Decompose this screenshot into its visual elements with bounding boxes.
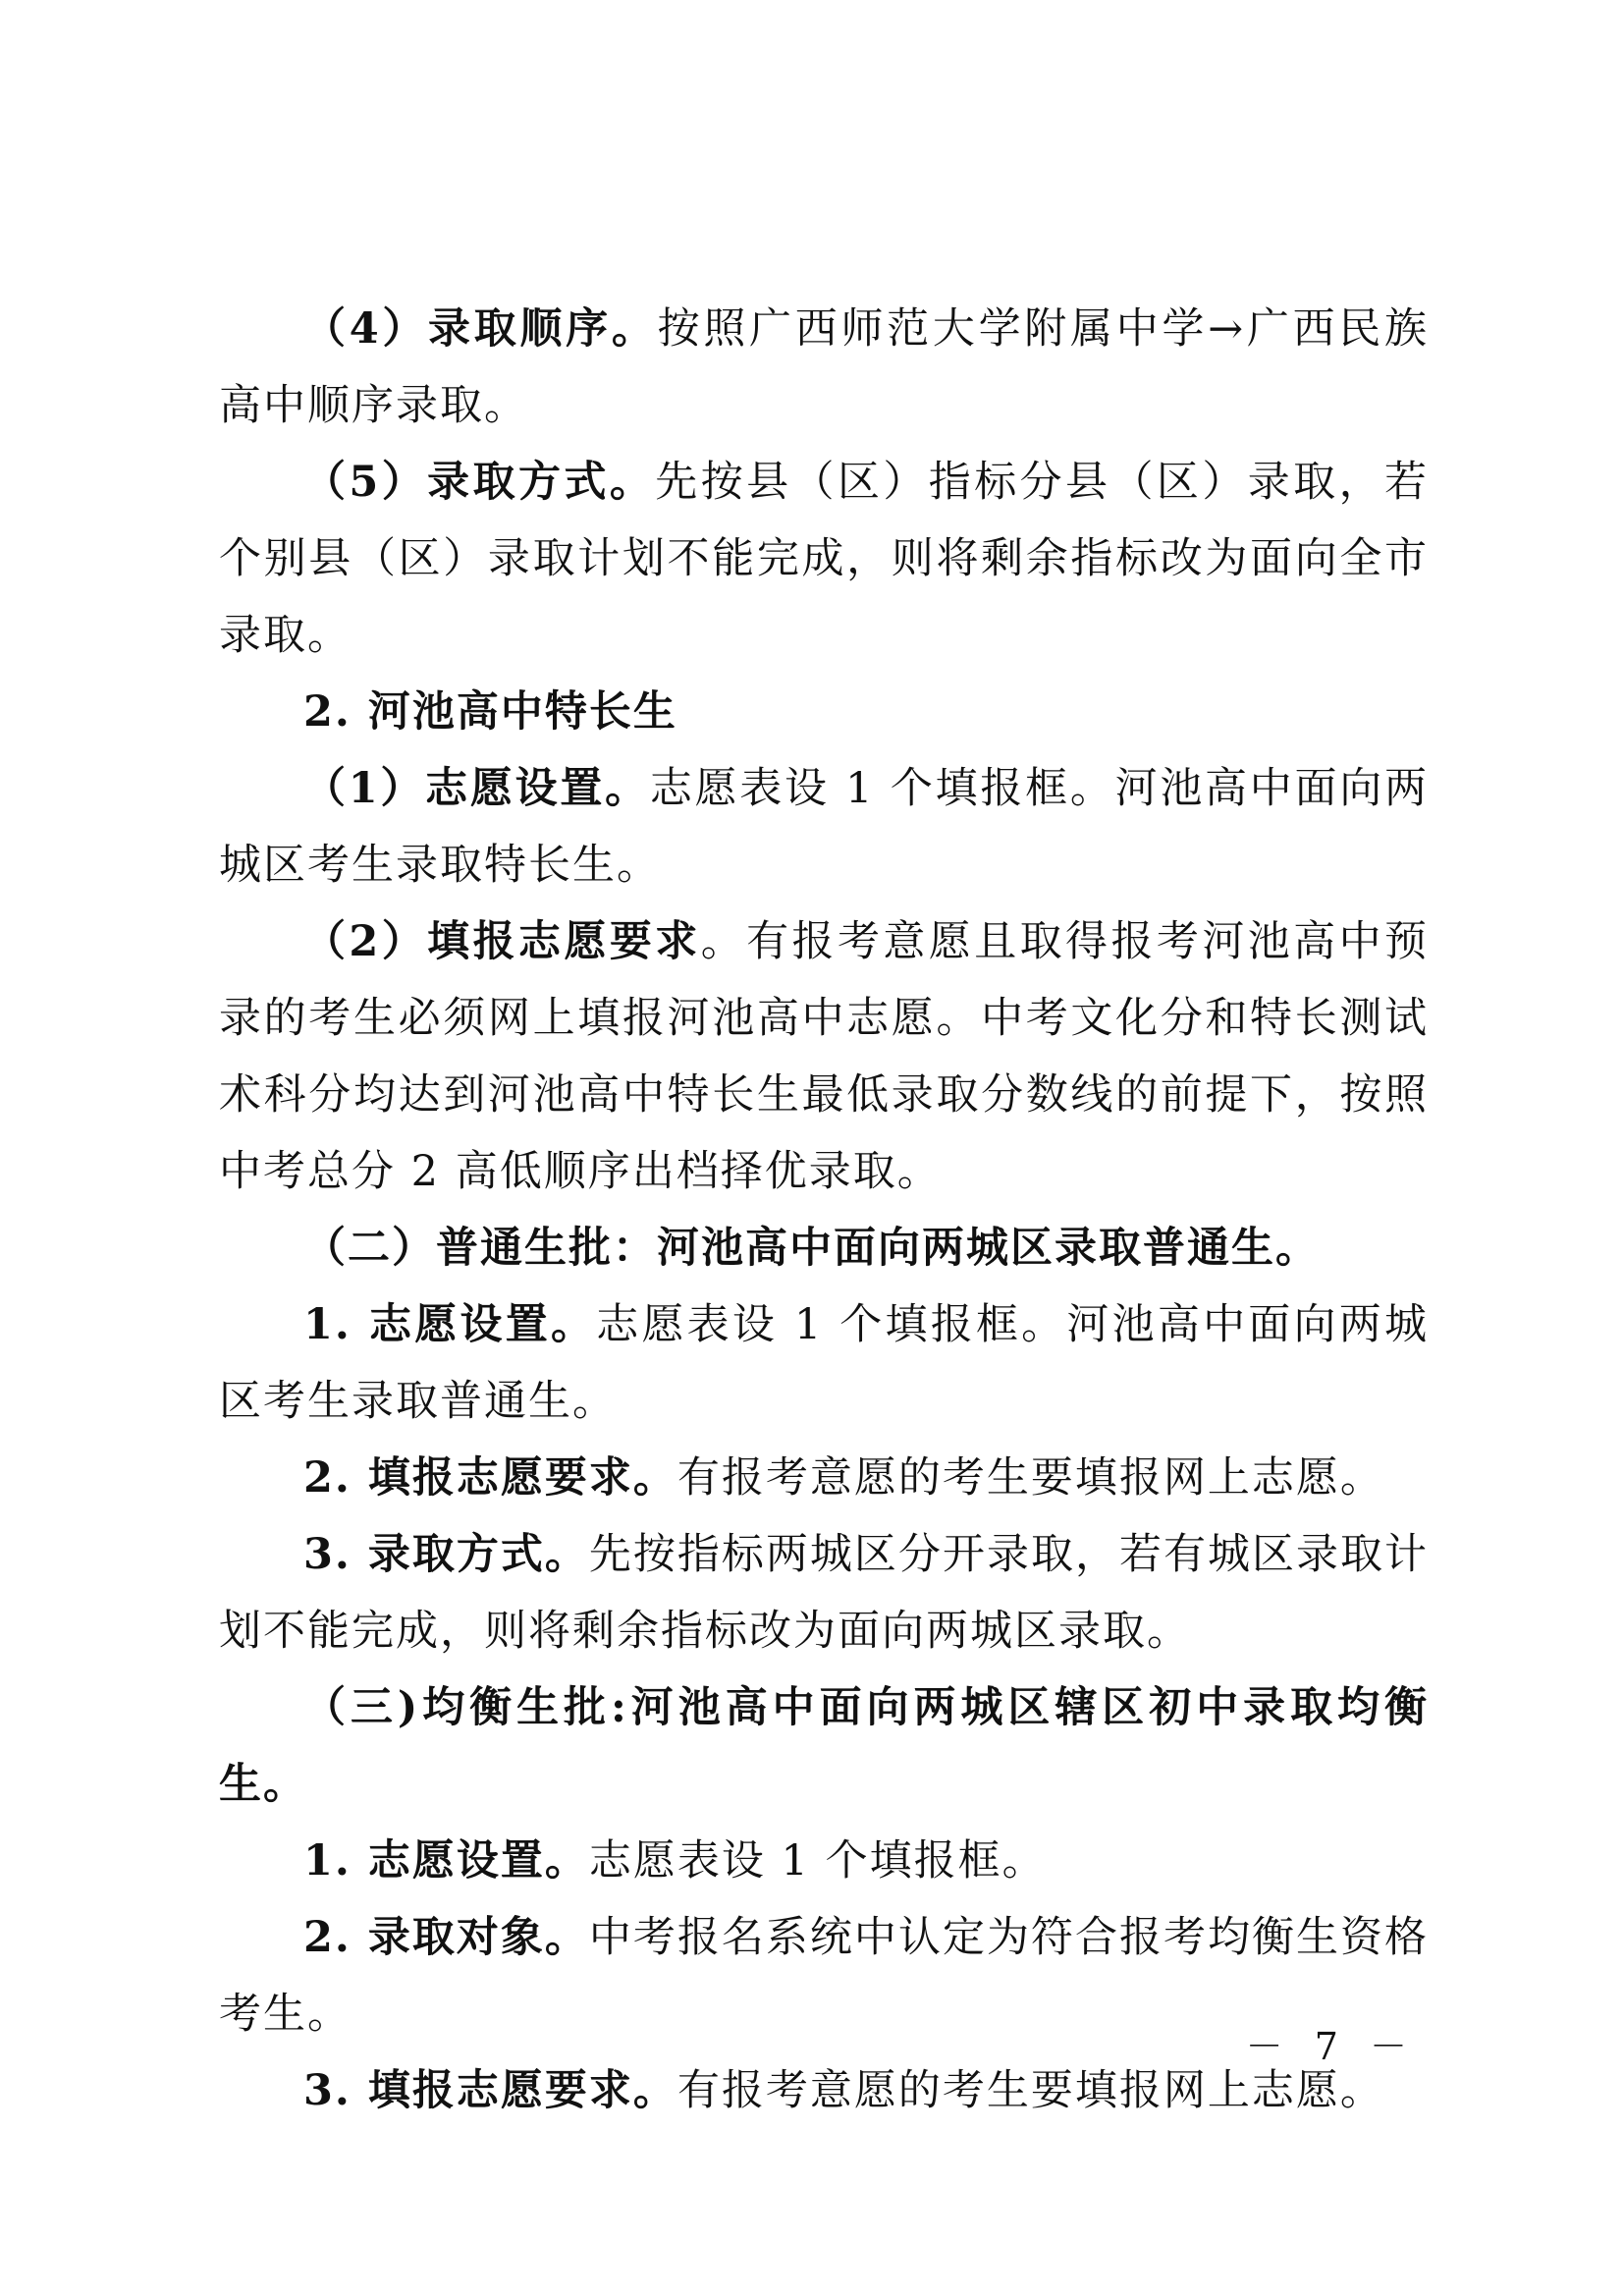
paragraph-wish-requirements: [219, 903, 1429, 1210]
paragraph-regular-admission-method: [219, 1516, 1429, 1669]
paragraph-heading: （2）填报志愿要求: [303, 917, 701, 966]
paragraph-regular-wish-setting: [219, 1286, 1429, 1440]
paragraph-wish-setting: [219, 750, 1429, 903]
paragraph-balanced-wish-setting: [219, 1823, 1429, 1899]
paragraph-text: 志愿表设 1 个填报框。河池高中面向两城区考生录取特长生。: [219, 764, 1430, 890]
paragraph-heading: 1. 志愿设置。: [303, 1836, 589, 1886]
paragraph-heading: 2. 录取对象。: [303, 1913, 589, 1962]
paragraph-heading: 2. 河池高中特长生: [303, 687, 677, 737]
paragraph-text: 先按县（区）指标分县（区）录取，若个别县（区）录取计划不能完成，则将剩余指标改为面向全市录取。: [219, 458, 1429, 660]
paragraph-text: 。有报考意愿且取得报考河池高中预录的考生必须网上填报河池高中志愿。中考文化分和特长测试术科分均达到河池高中特长生最低录取分数线的前提下，按照中考总分 2 高低顺序出档择优录取。: [219, 917, 1430, 1196]
paragraph-text: 志愿表设 1 个填报框。: [588, 1836, 1047, 1886]
paragraph-text: 先按指标两城区分开录取，若有城区录取计划不能完成，则将剩余指标改为面向两城区录取。: [219, 1530, 1429, 1656]
paragraph-text: 有报考意愿的考生要填报网上志愿。: [676, 2066, 1384, 2115]
page-number: － 7 －: [1245, 2025, 1417, 2068]
paragraph-admission-order: [219, 291, 1429, 444]
paragraph-heading: 3. 录取方式。: [303, 1530, 589, 1579]
section-heading-balanced-batch: [219, 1669, 1429, 1823]
paragraph-text: 有报考意愿的考生要填报网上志愿。: [676, 1453, 1384, 1503]
paragraph-heading: （5）录取方式。: [303, 458, 656, 507]
document-page: [219, 291, 1429, 2129]
paragraph-heading: （4）录取顺序。: [303, 304, 658, 354]
paragraph-text: 志愿表设 1 个填报框。河池高中面向两城区考生录取普通生。: [219, 1300, 1429, 1426]
paragraph-text: 按照广西师范大学附属中学→广西民族高中顺序录取。: [219, 304, 1430, 430]
section-heading-special-students: [219, 674, 1429, 750]
paragraph-heading: 1. 志愿设置。: [303, 1300, 597, 1349]
paragraph-admission-method: [219, 444, 1429, 674]
section-heading-regular-batch: [219, 1210, 1429, 1286]
paragraph-text: 中考报名系统中认定为符合报考均衡生资格考生。: [219, 1913, 1429, 2039]
paragraph-heading: （1）志愿设置。: [303, 764, 650, 813]
paragraph-heading: 2. 填报志愿要求。: [303, 1453, 677, 1503]
paragraph-heading: 3. 填报志愿要求。: [303, 2066, 677, 2115]
paragraph-heading: （三)均衡生批:河池高中面向两城区辖区初中录取均衡生。: [219, 1683, 1429, 1809]
paragraph-regular-wish-requirements: [219, 1440, 1429, 1516]
paragraph-heading: （二）普通生批：河池高中面向两城区录取普通生。: [303, 1224, 1320, 1273]
